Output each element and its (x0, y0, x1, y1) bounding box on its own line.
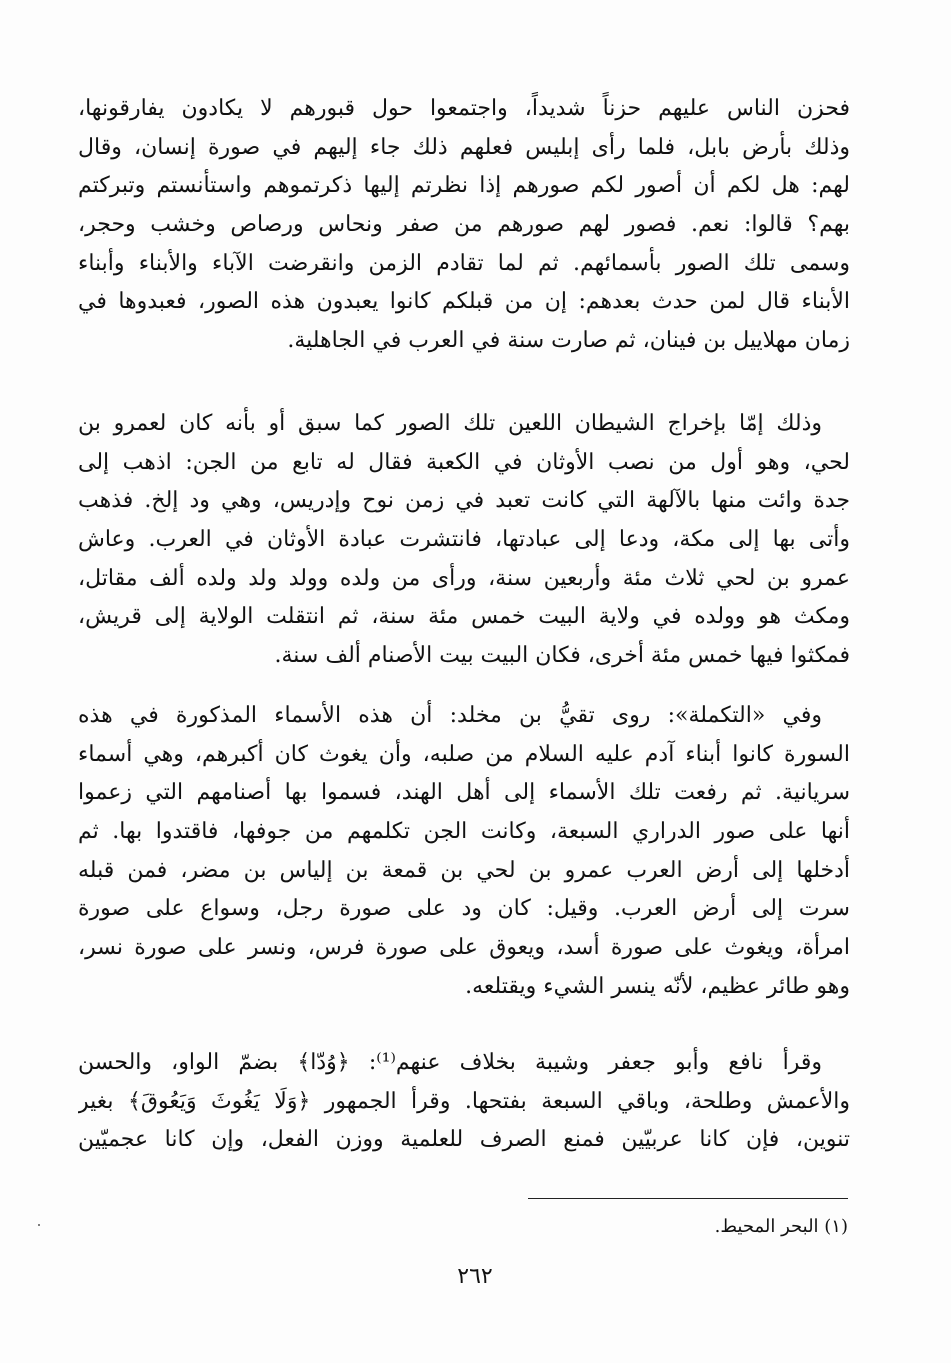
text-line: زمان مهلاييل بن فينان، ثم صارت سنة في العرب في الجاهلية. (287, 328, 850, 354)
text-line: أنها على صور الدراري السبعة، وكانت الجن تكلمهم من جوفها، فاقتدوا بها. ثم (78, 819, 850, 845)
text-line: وفي «التكملة»: روى تقيُّ بن مخلد: أن هذه الأسماء المذكورة في هذه (78, 703, 822, 728)
text-line: وذلك إمّا بإخراج الشيطان اللعين تلك الصور كما سبق أو بأنه كان لعمرو بن (78, 411, 822, 436)
text-line: لحي، وهو أول من نصب الأوثان في الكعبة فقال له تابع من الجن: اذهب إلى (78, 449, 850, 475)
text-line: وهو طائر عظيم، لأنّه ينسر الشيء ويقتلعه. (465, 973, 850, 999)
footnote: (١) البحر المحيط. (714, 1216, 848, 1237)
text-line: وقرأ نافع وأبو جعفر وشيبة بخلاف عنهم⁽¹⁾: ﴿وُدّا﴾ بضمّ الواو، والحسن (78, 1050, 822, 1075)
text-line: تنوين، فإن كانا عربيّين فمنع الصرف للعلمية ووزن الفعل، وإن كانا عجميّين (78, 1127, 850, 1153)
footnote-divider (528, 1198, 848, 1199)
text-line: عمرو بن لحي ثلاث مئة وأربعين سنة، ورأى من ولده وولد ولد ولده ألف مقاتل، (78, 565, 850, 591)
text-line: والأعمش وطلحة، وباقي السبعة بفتحها. وقرأ الجمهور ﴿وَلَا يَغُوثَ وَيَعُوقَ﴾ بغير (78, 1088, 850, 1114)
text-line: بهم؟ قالوا: نعم. فصور لهم صورهم من صفر ونحاس ورصاص وخشب وحجر، (78, 212, 850, 238)
text-line: سرت إلى أرض العرب. وقيل: كان ود على صورة رجل، وسواع على صورة (78, 896, 850, 922)
text-line: امرأة، ويغوث على صورة أسد، ويعوق على صورة فرس، ونسر على صورة نسر، (78, 935, 850, 961)
text-line: ومكث هو وولده في ولاية البيت خمس مئة سنة، ثم انتقلت الولاية إلى قريش، (78, 604, 850, 630)
page-number: ٢٦٢ (457, 1264, 493, 1289)
text-line: فحزن الناس عليهم حزناً شديداً، واجتمعوا حول قبورهم لا يكادون يفارقونها، (78, 96, 850, 121)
paragraph-2 (78, 405, 850, 676)
text-line: أدخلها إلى أرض العرب عمرو بن لحي بن قمعة بن إلياس بن مضر، فمن قبله (78, 857, 850, 883)
text-line: وسمى تلك الصور بأسمائهم. ثم لما تقادم الزمن وانقرضت الآباء والأبناء وأبناء (78, 250, 850, 276)
paragraph-3 (78, 697, 850, 1007)
text-line: فمكثوا فيها خمس مئة أخرى، فكان البيت بيت الأصنام ألف سنة. (274, 643, 850, 669)
scan-speck (38, 1224, 40, 1226)
text-line: وذلك بأرض بابل، فلما رأى إبليس فعلهم ذلك جاء إليهم في صورة إنسان، وقال (78, 134, 850, 160)
paragraph-1 (78, 90, 850, 361)
text-line: وأتى بها إلى مكة، ودعا إلى عبادتها، فانتشرت عبادة الأوثان في العرب. وعاش (78, 527, 850, 553)
text-line: الأبناء قال لمن حدث بعدهم: إن من قبلكم كانوا يعبدون هذه الصور، فعبدوها في (78, 289, 850, 315)
paragraph-4 (78, 1044, 850, 1160)
text-line: سريانية. ثم رفعت تلك الأسماء إلى أهل الهند، فسموا بها أصنامهم التي زعموا (78, 780, 850, 806)
text-line: لهم: هل لكم أن أصور لكم صورهم إذا نظرتم إليها ذكرتموهم واستأنستم وتبركتم (78, 173, 850, 199)
text-line: جدة وائت منها بالآلهة التي كانت تعبد في زمن نوح وإدريس، وهي ود إلخ. فذهب (78, 488, 850, 514)
text-line: السورة كانوا أبناء آدم عليه السلام من صلبه، وأن يغوث كان أكبرهم، وهي أسماء (78, 741, 850, 767)
